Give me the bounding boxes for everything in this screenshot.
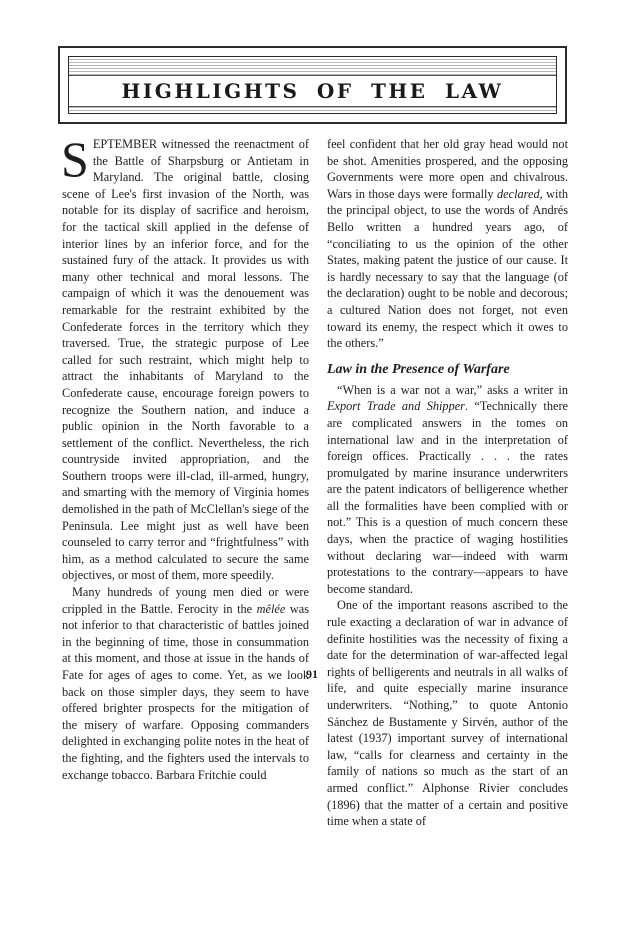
right-column xyxy=(327,136,568,830)
page-number: 91 xyxy=(306,667,318,681)
paragraph-4-text-b: . “Technically there are complicated answers in the tomes on international law and in the interpretation of foreign offices. Practically . . . the rates promulgated by marine insurance underwriters are the patent indicators of belligerence whether all the formalities have been complied with or not.” This is a question of much concern these days, when the practice of waging hostilities without declaring war—indeed with warm protestations to the contrary—appears to have become standard. xyxy=(327,399,569,596)
paragraph-4-emphasis: Export Trade and Shipper xyxy=(327,399,465,414)
paragraph-1 xyxy=(61,131,309,584)
paragraph-2-text-b: was not inferior to that characteristic of battles joined in the beginning of time, those in consummation at this moment, and those at issue in the hands of Fate for ages of ages to come. Yet, as we look back on those simpler days, they seem to have offered brighter prospects for the mitigation of the misery of warfare. Opposing commanders delighted in exchanging polite notes in the heat of the fighting, and the fighters used the intervals to exchange tobacco. Barbara Fritchie could xyxy=(62,601,310,782)
header-frame xyxy=(58,46,567,124)
paragraph-3-text-a: feel confident that her old gray head would not be shot. Amenities prospered, and the opposing Governments were more open and chivalrous. Wars in those days were formally xyxy=(327,137,568,201)
page-title: HIGHLIGHTS OF THE LAW xyxy=(121,79,504,103)
paragraph-2-text-a: Many hundreds of young men died or were crippled in the Battle. Ferocity in the xyxy=(62,585,309,616)
section-heading: Law in the Presence of Warfare xyxy=(327,361,510,377)
paragraph-4-text-a: “When is a war not a war,” asks a writer in xyxy=(337,382,568,397)
left-column xyxy=(61,131,310,783)
paragraph-2-emphasis: mêlée xyxy=(256,601,286,616)
paragraph-5: One of the important reasons ascribed to the rule exacting a declaration of war in advance of definite hostilities was the necessity of fixing a date for the determination of war-affected legal rights of belligerents and neutrals in all walks of life, and quite especially marine insurance underwriters. “Nothing,” to quote Antonio Sánchez de Bustamente y Sirvén, author of the latest (1937) important survey of international law, “calls for clearness and certainty in the family of nations so much as the start of an armed conflict.” Alphonse Rivier concludes (1896) that the matter of a certain and positive time when a state of xyxy=(327,598,568,829)
paragraph-1-text: EPTEMBER witnessed the reenactment of the Battle of Sharpsburg or Antietam in Maryland. The original battle, closing scene of Lee's first invasion of the North, was notable for its display of sacrifice and heroism, for the tactical skill applied in the defense of interior lines by an inferior force, and for the sustained fury of the attack. It provides us with many other technical and moral lessons. The campaign of which it was the denouement was remarkable for the restraint exhibited by the Confederate forces in the territory which they traversed. True, the strategic purpose of Lee called for such restraint, which might help to attract the inhabitants of Maryland to the Confederate cause, encourage foreign powers to recognize the Southern nation, and induce a public opinion in the North favorable to a settlement of the conflict. Nevertheless, the rich countryside invited appropriation, and the Southern troops were ill-clad, ill-armed, hungry, and smarting with the memory of Virginia homes demolished in the path of McClellan's siege of the Peninsula. Lee might just as well have been counseled to carry terror and “frightfulness” with him, as a method calculated to secure the same objectives, or most of them, more speedily. xyxy=(62,137,309,583)
header-rules xyxy=(68,56,557,114)
paragraph-3 xyxy=(327,136,568,352)
paragraph-3-emphasis: declared xyxy=(497,186,540,201)
paragraph-3-text-b: , with the principal object, to use the words of Andrés Bello written a hundred years ago, of “conciliating to us the opinion of the other States, making patent the justice of our cause. It is hardly necessary to say that the language (of the declaration) ought to be noble and decorous; a cultured Nation does not forget, not even toward its enemy, the respect which it owes to the others.” xyxy=(327,186,569,351)
paragraph-2 xyxy=(62,584,309,783)
paragraph-4 xyxy=(327,382,568,598)
drop-cap: S xyxy=(61,131,89,187)
